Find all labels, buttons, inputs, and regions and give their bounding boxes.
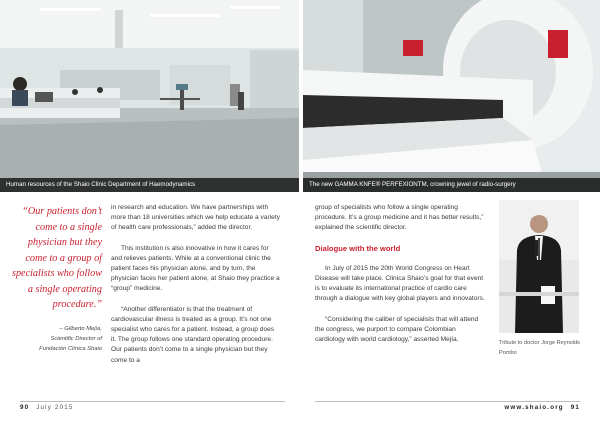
gamma-knife-illustration <box>303 0 600 192</box>
footer-divider-left <box>20 401 285 402</box>
article-column-right <box>315 203 487 355</box>
haemodynamics-illustration <box>0 0 299 192</box>
section-heading: Dialogue with the world <box>315 243 401 253</box>
gamma-knife-photo <box>303 0 600 192</box>
speaker-illustration <box>499 200 579 333</box>
quote-attribution <box>10 324 102 354</box>
quote-org: Fundación Clínica Shaio <box>39 346 102 352</box>
issue-date: July 2015 <box>36 404 74 411</box>
quote-author: – Gilberto Mejía, <box>59 326 102 332</box>
footer-right <box>504 404 580 411</box>
right-photo-caption: The new GAMMA KNFE® PERFEXIONTM, crowning jewel of radio-surgery <box>303 178 600 192</box>
footer-left <box>20 404 74 411</box>
article-paragraph: “Considering the caliber of specialists that will attend the congress, we purport to compare Colombian cardiology with world cardiology,” asserted Mejía. <box>315 315 479 344</box>
haemodynamics-photo <box>0 0 299 192</box>
article-column-left <box>111 203 281 376</box>
pull-quote: “Our patients don’t come to a single physician but they come to a group of specialists who follow a single operating procedure.” <box>12 206 102 310</box>
tribute-caption: Tribute to doctor Jorge Reynolds Pombo <box>499 340 580 356</box>
article-paragraph: “Another differentiator is that the treatment of cardiovascular illness is treated as a group. It’s not one specialist who cares for a patient. Instead, a group does it. The group follows one standard operating procedure. Our patients don’t come to a single physician but they come to a <box>111 305 275 364</box>
article-paragraph: This institution is also innovative in how it cares for and relieves patients. While at a conventional clinic the patient faces his physician alone, and by turn, the physician faces her patient alone, at Shaio they practice a “group” medicine. <box>111 244 280 293</box>
tribute-photo <box>499 200 579 333</box>
website-url: www.shaio.org <box>504 404 564 411</box>
article-paragraph: in research and education. We have partnerships with more than 18 universities which we help educate a variety of health care professionals,” added the director. <box>111 204 280 232</box>
article-paragraph: In July of 2015 the 20th World Congress on Heart Disease will take place. Clinica Shaio’s goal for that event is to evaluate its international practice of cardio care through a dialogue with key global players and innovators. <box>315 264 485 303</box>
page-number-right: 91 <box>570 404 580 411</box>
left-photo-caption: Human resources of the Shaio Clinic Department of Haemodynamics <box>0 178 299 192</box>
article-paragraph: group of specialists who follow a single operating procedure. It’s a group medicine and it has better results,” explained the scientific director. <box>315 204 484 232</box>
quote-role: Scientific Director of <box>50 336 102 342</box>
page-number-left: 90 <box>20 404 30 411</box>
footer-divider-right <box>315 401 580 402</box>
